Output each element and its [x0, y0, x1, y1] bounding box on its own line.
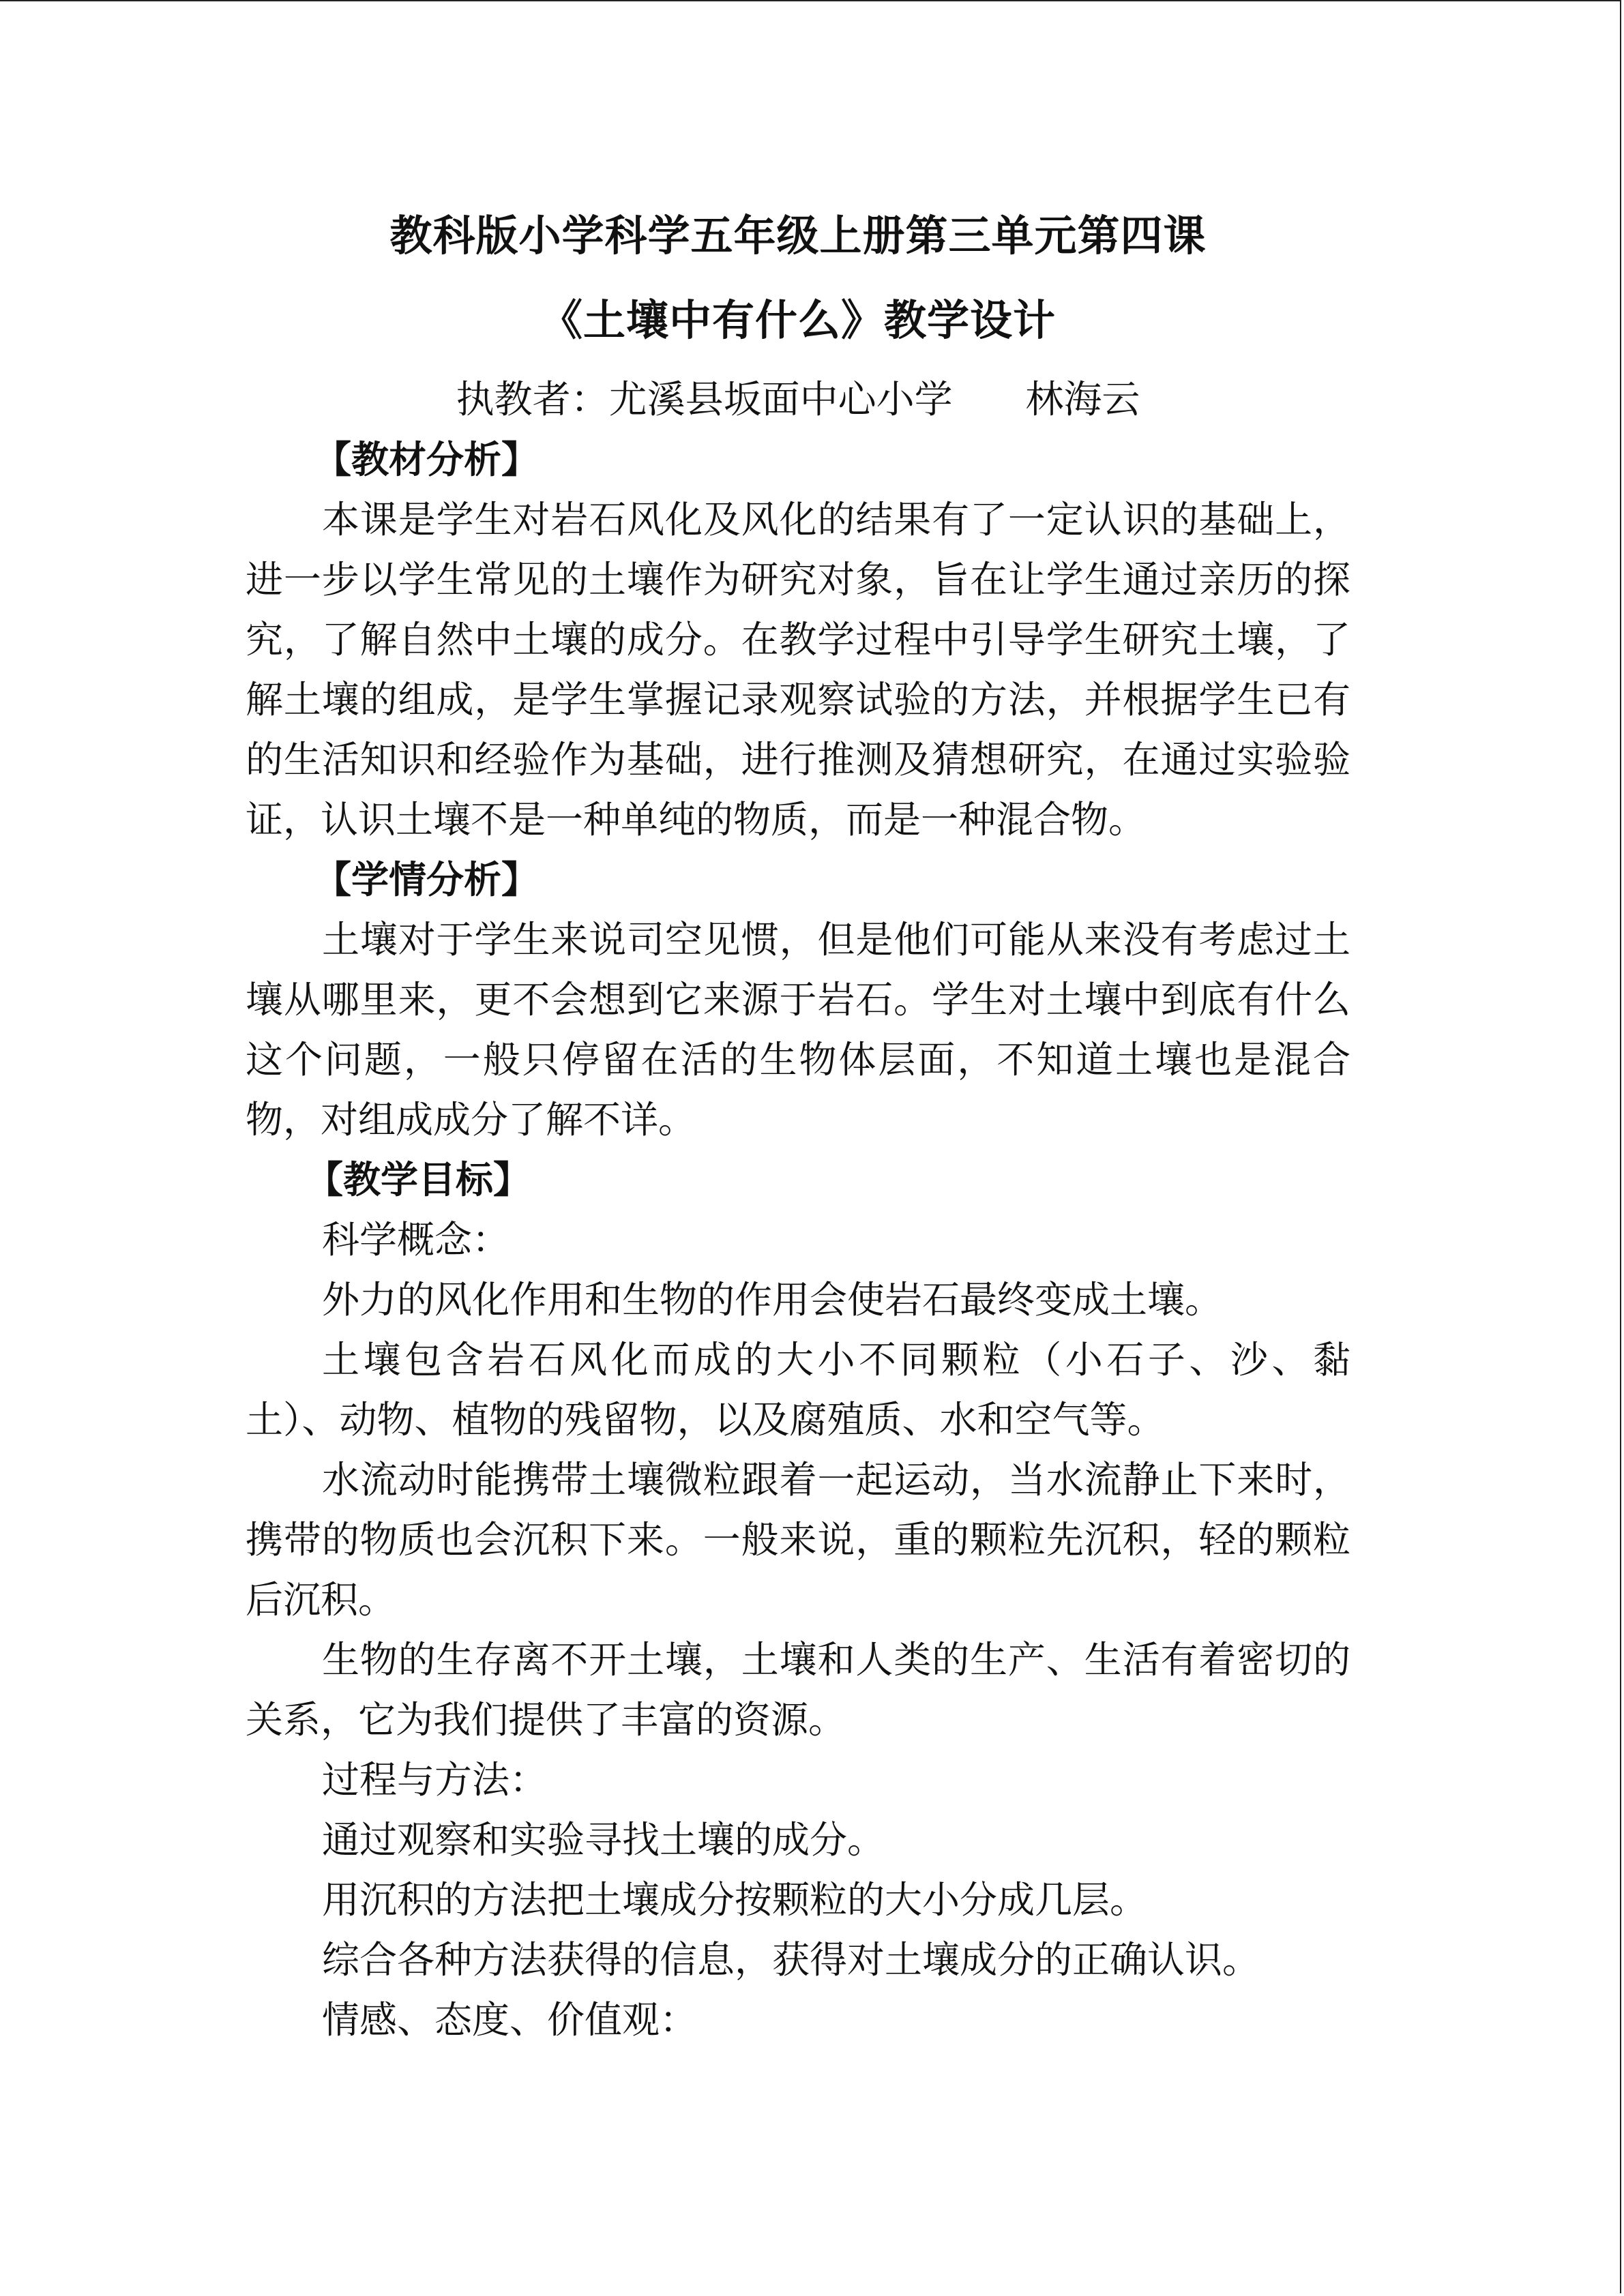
label-attitude-values: 情感、态度、价值观：: [322, 1998, 698, 2042]
paragraph-textbook-analysis: 本课是学生对岩石风化及风化的结果有了一定认识的基础上，进一步以学生常见的土壤作为研究对象，旨在让学生通过亲历的探究，了解自然中土壤的成分。在教学过程中引导学生研究土壤，了解土壤的组成，是学生掌握记录观察试验的方法，并根据学生已有的生活知识和经验作为基础，进行推测及猜想研究，在通过实验验证，认识土壤不是一种单纯的物质，而是一种混合物。: [246, 498, 1350, 841]
paragraph-concept-2: 土壤包含岩石风化而成的大小不同颗粒（小石子、沙、黏土）、动物、植物的残留物，以及腐殖质、水和空气等。: [246, 1338, 1350, 1442]
document-title-line-2: 《土壤中有什么》教学设计: [540, 295, 1056, 345]
heading-student-analysis: 【学情分析】: [314, 858, 540, 901]
paragraph-concept-1: 外力的风化作用和生物的作用会使岩石最终变成土壤。: [322, 1278, 1223, 1322]
paragraph-process-1: 通过观察和实验寻找土壤的成分。: [322, 1818, 885, 1862]
document-title-line-1: 教科版小学科学五年级上册第三单元第四课: [389, 211, 1207, 260]
paragraph-student-analysis: 土壤对于学生来说司空见惯，但是他们可能从来没有考虑过土壤从哪里来，更不会想到它来源于岩石。学生对土壤中到底有什么这个问题，一般只停留在活的生物体层面，不知道土壤也是混合物，对组成成分了解不详。: [246, 918, 1350, 1142]
heading-textbook-analysis: 【教材分析】: [314, 438, 540, 481]
paragraph-concept-4: 生物的生存离不开土壤，土壤和人类的生产、生活有着密切的关系，它为我们提供了丰富的资源。: [246, 1638, 1350, 1742]
paragraph-process-3: 综合各种方法获得的信息，获得对土壤成分的正确认识。: [322, 1938, 1260, 1982]
label-science-concepts: 科学概念：: [322, 1218, 510, 1262]
heading-teaching-goals: 【教学目标】: [306, 1158, 531, 1202]
document-author: 执教者：尤溪县坂面中心小学 林海云: [456, 378, 1140, 422]
label-process-methods: 过程与方法：: [322, 1758, 548, 1802]
document-body: [246, 206, 1350, 2050]
paragraph-concept-3: 水流动时能携带土壤微粒跟着一起运动，当水流静止下来时，携带的物质也会沉积下来。一般来说，重的颗粒先沉积，轻的颗粒后沉积。: [246, 1458, 1350, 1622]
paragraph-process-2: 用沉积的方法把土壤成分按颗粒的大小分成几层。: [322, 1878, 1148, 1922]
